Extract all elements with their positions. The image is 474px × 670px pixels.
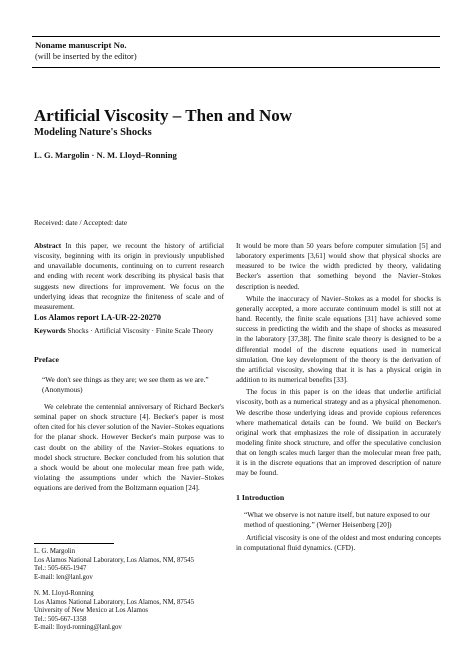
affiliation-line: Tel.: 505-667-1358	[34, 615, 87, 623]
affiliation-line: University of New Mexico at Los Alamos	[34, 607, 149, 615]
affiliation-line: Tel.: 505-665-1947	[34, 565, 87, 573]
paper-subtitle: Modeling Nature's Shocks	[34, 127, 152, 138]
introduction-quote: “What we observe is not nature itself, but nature exposed to our method of questioning.” (Werner Heisenberg [20])	[244, 509, 431, 529]
affiliation-line: E-mail: len@lanl.gov	[34, 573, 93, 581]
affiliation-line: E-mail: lloyd-ronning@lanl.gov	[34, 624, 122, 632]
affiliation-line: L. G. Margolin	[34, 548, 76, 555]
affiliation-line: N. M. Lloyd-Ronning	[34, 590, 94, 597]
paper-title: Artificial Viscosity – Then and Now	[34, 106, 293, 125]
preface-paragraph: We celebrate the centennial anniversary of Richard Becker's seminal paper on shock structure [4]. Becker's paper is most often cited for his clever solution of the Navier–Stokes equations for the planar shock. However Becker's main purpose was to cast doubt on the ability of the Navier–Stokes equations to model shock structure. Becker concluded from his solution that a shock would be about one molecular mean free path wide, violating the assumptions under which the Navier–Stokes equations are derived from the Boltzmann equation [24].	[34, 401, 224, 493]
introduction-heading: 1 Introduction	[236, 492, 285, 502]
received-date: Received: date / Accepted: date	[34, 218, 128, 227]
editor-note: (will be inserted by the editor)	[35, 52, 137, 61]
body-paragraph: While the inaccuracy of Navier–Stokes as a model for shocks is generally accepted, a more accurate continuum model is still not at hand. Recently, the finite scale equations [31] have achieved some success in predicting the width and the shape of shocks as measured in the laboratory [37,38]. The finite scale theory is designed to be a differential model of the discrete equations used in numerical simulation. One key development of the theory is the derivation of the artificial viscosity, showing that it is has a physical origin in addition to its numerical benefits [33].	[236, 293, 441, 385]
body-paragraph: It would be more than 50 years before computer simulation [5] and laboratory experiments [3,61] would show that physical shocks are measured to be twice the width predicted by theory, validating Becker's assertion that something beyond the Navier–Stokes description is needed.	[236, 241, 441, 291]
affiliation-line: Los Alamos National Laboratory, Los Alamos, NM, 87545	[34, 556, 195, 564]
right-column	[236, 241, 441, 553]
footnote-rule	[34, 543, 114, 544]
abstract	[34, 241, 224, 312]
manuscript-number: Noname manuscript No.	[35, 40, 127, 50]
keywords-label: Keywords	[34, 326, 66, 336]
abstract-label: Abstract	[34, 241, 62, 250]
body-paragraph: The focus in this paper is on the ideas that underlie artificial viscosity, both as a numerical strategy and as a physical phenomenon. We describe those underlying ideas and provide copious references where mathematical details can be found. We build on Becker's original work that emphasizes the role of dissipation in accurately modeling finite shock structure, and offer the speculative conclusion that on length scales much larger than the molecular mean free path, it is in the discrete equations that an improved description of nature may be found.	[236, 387, 441, 478]
affiliation-line: Los Alamos National Laboratory, Los Alamos, NM, 87545	[34, 598, 195, 606]
preface-quote: “We don't see things as they are; we see them as we are.” (Anonymous)	[42, 374, 209, 394]
affiliation-lloyd-ronning	[34, 590, 234, 633]
left-column	[34, 241, 224, 493]
affiliation-margolin	[34, 548, 234, 582]
abstract-text: In this paper, we recount the history of artificial viscosity, beginning with its origin in previously unpublished and unavailable documents, continuing on to current research and ending with recent work describing its physical basis that suggests new directions for improvement. We focus on the underlying ideas that recognize the finiteness of scale and of measurement.	[34, 241, 224, 311]
keywords-text: Shocks · Artificial Viscosity · Finite Scale Theory	[67, 326, 214, 336]
report-number: Los Alamos report LA-UR-22-20270	[34, 313, 161, 323]
manuscript-header-box	[32, 36, 440, 68]
introduction-paragraph: Artificial viscosity is one of the oldest and most enduring concepts in computational fluid dynamics. (CFD).	[236, 533, 441, 553]
author-list: L. G. Margolin · N. M. Lloyd–Ronning	[34, 150, 177, 160]
keywords	[34, 326, 224, 336]
preface-heading: Preface	[34, 355, 59, 365]
